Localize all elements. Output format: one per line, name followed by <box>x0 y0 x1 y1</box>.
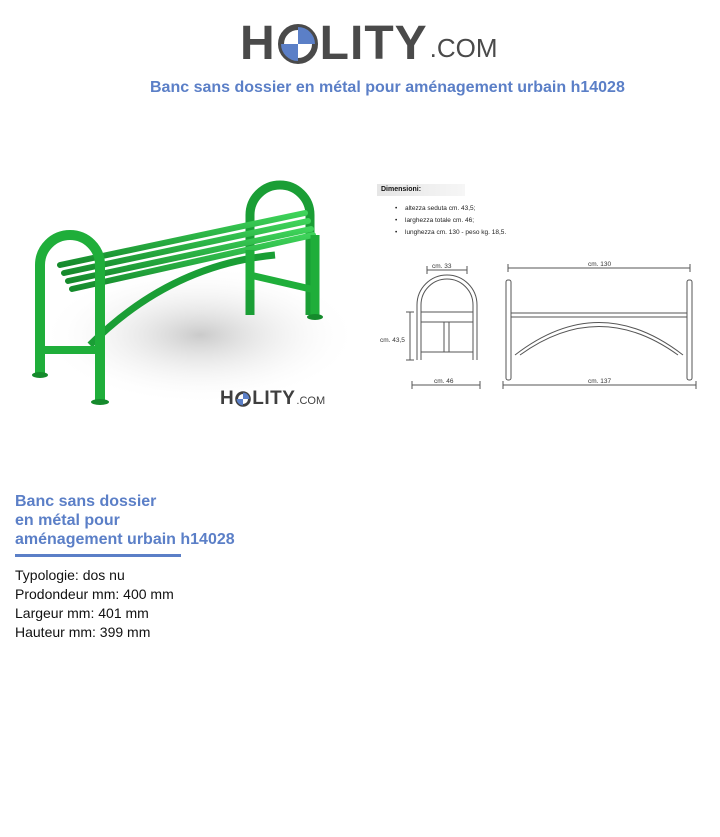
product-title <box>15 492 235 549</box>
spec-largeur: Largeur mm: 401 mm <box>15 605 149 621</box>
dim-label-bottom-left: cm. 46 <box>434 378 454 385</box>
dim-label-side: cm. 43,5 <box>380 337 405 344</box>
page-title: Banc sans dossier en métal pour aménagement urbain h14028 <box>150 79 625 96</box>
logo-wordmark <box>240 18 428 70</box>
product-title-line: en métal pour <box>15 512 120 529</box>
spec-profondeur: Prodondeur mm: 400 mm <box>15 586 174 602</box>
photo-logo-suffix: .COM <box>296 395 326 407</box>
logo-o-icon <box>278 24 318 64</box>
photo-watermark-logo <box>220 388 325 410</box>
photo-logo-letters: LITY <box>252 388 296 409</box>
dimension-item: • larghezza totale cm. 46; <box>395 215 506 227</box>
product-title-line: aménagement urbain h14028 <box>15 531 235 548</box>
title-underline <box>15 554 181 557</box>
dimension-item: • altezza seduta cm. 43,5; <box>395 203 506 215</box>
product-specs <box>15 566 174 642</box>
dim-label-top-right: cm. 130 <box>588 261 612 268</box>
dim-label-bottom-right: cm. 137 <box>588 378 612 385</box>
photo-logo-o-icon <box>235 391 251 407</box>
logo-letters-lity: LITY <box>319 17 428 70</box>
spec-typologie: Typologie: dos nu <box>15 567 125 583</box>
product-title-line: Banc sans dossier <box>15 493 157 510</box>
logo-letter-h: H <box>240 17 276 70</box>
site-logo[interactable] <box>240 10 498 70</box>
technical-drawing <box>372 180 702 400</box>
dimension-item: • lunghezza cm. 130 - peso kg. 18,5. <box>395 227 506 239</box>
spec-hauteur: Hauteur mm: 399 mm <box>15 624 151 640</box>
dim-label-top-left: cm. 33 <box>432 263 452 270</box>
drawing-dimensions-header: Dimensioni: <box>377 184 465 196</box>
photo-logo-letter-h: H <box>220 388 235 409</box>
logo-suffix: .COM <box>429 33 498 63</box>
product-photo-bench <box>20 165 360 425</box>
